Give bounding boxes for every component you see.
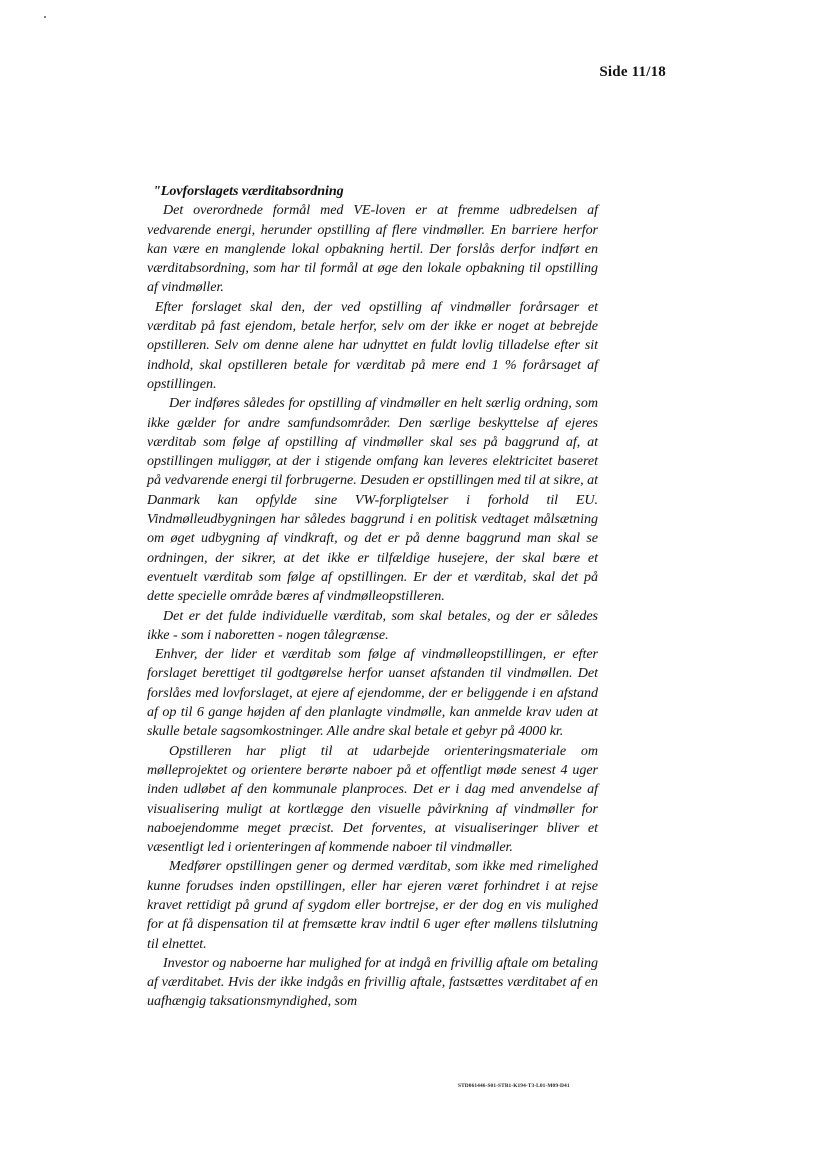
page-number: Side 11/18 [599, 64, 666, 80]
paragraph-2: Efter forslaget skal den, der ved opstilling af vindmøller forårsager et værditab på fast ejendom, betale herfor, selv om der ikke er noget at bebrejde opstilleren. Selv om denne alene har udnyttet en fuldt lovlig tilladelse efter sit indhold, skal opstilleren betale for værditab på mere end 1 % forårsaget af opstillingen. [147, 298, 598, 392]
paragraph-4: Det er det fulde individuelle værditab, som skal betales, og der er således ikke - som i naboretten - nogen tålegrænse. [147, 607, 598, 643]
document-body [147, 182, 598, 1012]
paragraph-1: Det overordnede formål med VE-loven er at fremme udbredelsen af vedvarende energi, herunder opstilling af flere vindmøller. En barriere herfor kan være en manglende lokal opbakning hertil. Der forslås derfor indført en værditabsordning, som har til formål at øge den lokale opbakning til opstilling af vindmøller. [147, 202, 598, 296]
document-code: STD061446-S01-STB1-K194-T3-L01-M09-D41 [458, 1083, 570, 1089]
section-title: "Lovforslagets værditabsordning [153, 183, 344, 199]
paragraph-6: Opstilleren har pligt til at udarbejde orienteringsmateriale om mølleprojektet og orientere berørte naboer på et offentligt møde senest 4 uger inden udløbet af den kommunale planproces. Det er i dag med anvendelse af visualisering muligt at kortlægge den visuelle påvirkning af vindmøller for naboejendomme meget præcist. Det forventes, at visualiseringer bliver et væsentligt led i orienteringen af kommende naboer til vindmøller. [147, 742, 598, 856]
paragraph-5: Enhver, der lider et værditab som følge af vindmølleopstillingen, er efter forslaget berettiget til godtgørelse herfor uanset afstanden til vindmøllen. Det forslåes med lovforslaget, at ejere af ejendomme, der er beliggende i en afstand af op til 6 gange højden af den planlagte vindmølle, kan anmelde krav uden at skulle betale sagsomkostninger. Alle andre skal betale et gebyr på 4000 kr. [147, 646, 598, 740]
scan-speck [44, 16, 46, 18]
paragraph-3: Der indføres således for opstilling af vindmøller en helt særlig ordning, som ikke gælder for andre samfundsområder. Den særlige beskyttelse af ejeres værditab som følge af opstilling af vindmøller skal ses på baggrund af, at opstillingen muliggør, at der i stigende omfang kan leveres elektricitet baseret på vedvarende energi til forbrugerne. Desuden er opstillingen med til at sikre, at Danmark kan opfylde sine VW-forpligtelser i forhold til EU. Vindmølleudbygningen har således baggrund i en politisk vedtaget målsætning om øget udbygning af vindkraft, og det er på denne baggrund man skal se ordningen, der sikrer, at det ikke er tilfældige husejere, der skal bære et eventuelt værditab som følge af opstillingen. Er der et værditab, skal det på dette specielle område bæres af vindmølleopstilleren. [147, 395, 598, 605]
paragraph-8: Investor og naboerne har mulighed for at indgå en frivillig aftale om betaling af værditabet. Hvis der ikke indgås en frivillig aftale, fastsættes værditabet af en uafhængig taksationsmyndighed, som [147, 954, 598, 1010]
paragraph-7: Medfører opstillingen gener og dermed værditab, som ikke med rimelighed kunne forudses inden opstillingen, eller har ejeren været forhindret i at rejse kravet rettidigt på grund af sygdom eller bortrejse, er der dog en vis mulighed for at få dispensation til at fremsætte krav indtil 6 uger efter møllens tilslutning til elnettet. [147, 858, 598, 952]
